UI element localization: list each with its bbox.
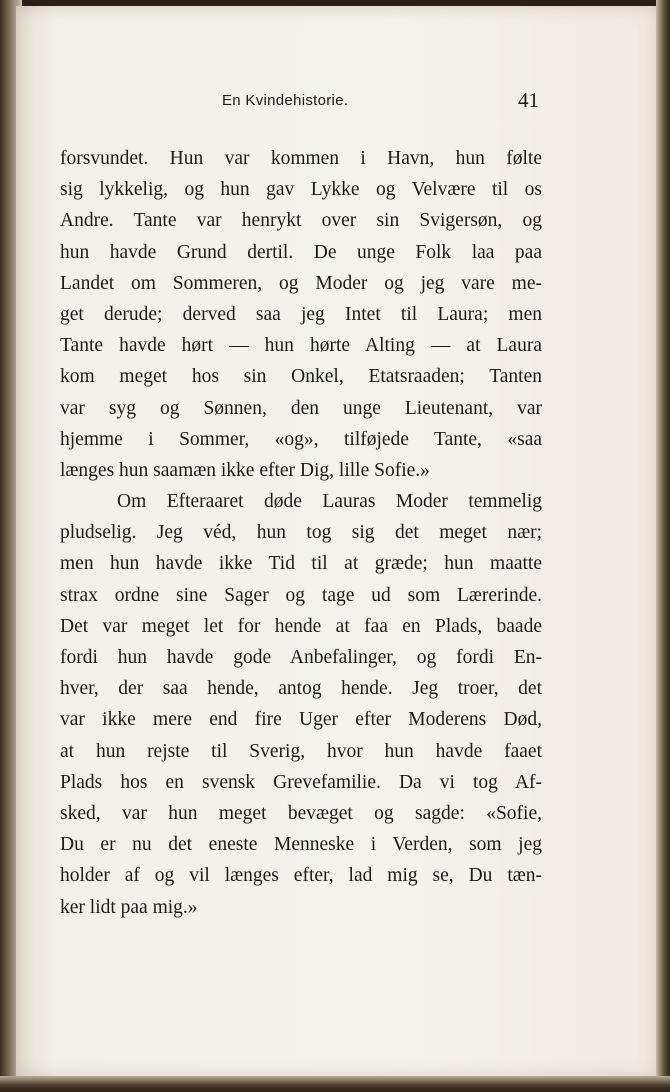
text-line: var syg og Sønnen, den unge Lieutenant, var [60, 397, 542, 419]
page-number: 41 [518, 88, 539, 112]
text-line: hjemme i Sommer, «og», tilføjede Tante, «saa [60, 428, 542, 450]
text-line: fordi hun havde gode Anbefalinger, og fordi En- [60, 647, 542, 668]
text-line: hver, der saa hende, antog hende. Jeg troer, det [60, 678, 542, 700]
text-line: strax ordne sine Sager og tage ud som Lærerinde. [60, 584, 542, 606]
text-line: sked, var hun meget bevæget og sagde: «Sofie, [60, 802, 542, 824]
text-line: Landet om Sommeren, og Moder og jeg vare me- [60, 272, 542, 294]
text-line: ker lidt paa mig.» [60, 896, 198, 918]
page-bottom-edge [0, 1076, 670, 1092]
text-line: Du er nu det eneste Menneske i Verden, som jeg [60, 834, 542, 856]
text-line: kom meget hos sin Onkel, Etatsraaden; Tanten [60, 366, 542, 388]
text-line: men hun havde ikke Tid til at græde; hun maatte [60, 553, 542, 575]
text-line: sig lykkelig, og hun gav Lykke og Velvære til os [60, 179, 542, 201]
text-line: længes hun saamæn ikke efter Dig, lille Sofie.» [60, 459, 430, 481]
text-line: Det var meget let for hende at faa en Plads, baade [60, 615, 542, 637]
text-line: hun havde Grund dertil. De unge Folk laa paa [60, 241, 542, 263]
text-line-paragraph-start: Om Efteraaret døde Lauras Moder temmelig [117, 491, 542, 513]
text-line: holder af og vil længes efter, lad mig se, Du tæn- [60, 865, 542, 887]
text-line: Andre. Tante var henrykt over sin Svigersøn, og [60, 210, 542, 232]
running-title: En Kvindehistorie. [222, 92, 349, 109]
body-text [60, 143, 542, 923]
text-line: var ikke mere end fire Uger efter Moderens Død, [60, 709, 542, 731]
text-line: pludselig. Jeg véd, hun tog sig det meget nær; [60, 522, 542, 544]
text-line: forsvundet. Hun var kommen i Havn, hun følte [60, 148, 542, 169]
text-line: at hun rejste til Sverig, hvor hun havde faaet [60, 740, 542, 762]
text-line: get derude; derved saa jeg Intet til Laura; men [60, 303, 542, 325]
page-header [0, 88, 670, 118]
page-right-edge [656, 0, 670, 1092]
text-line: Tante havde hørt — hun hørte Alting — at Laura [60, 335, 542, 357]
text-line: Plads hos en svensk Grevefamilie. Da vi tog Af- [60, 771, 542, 793]
